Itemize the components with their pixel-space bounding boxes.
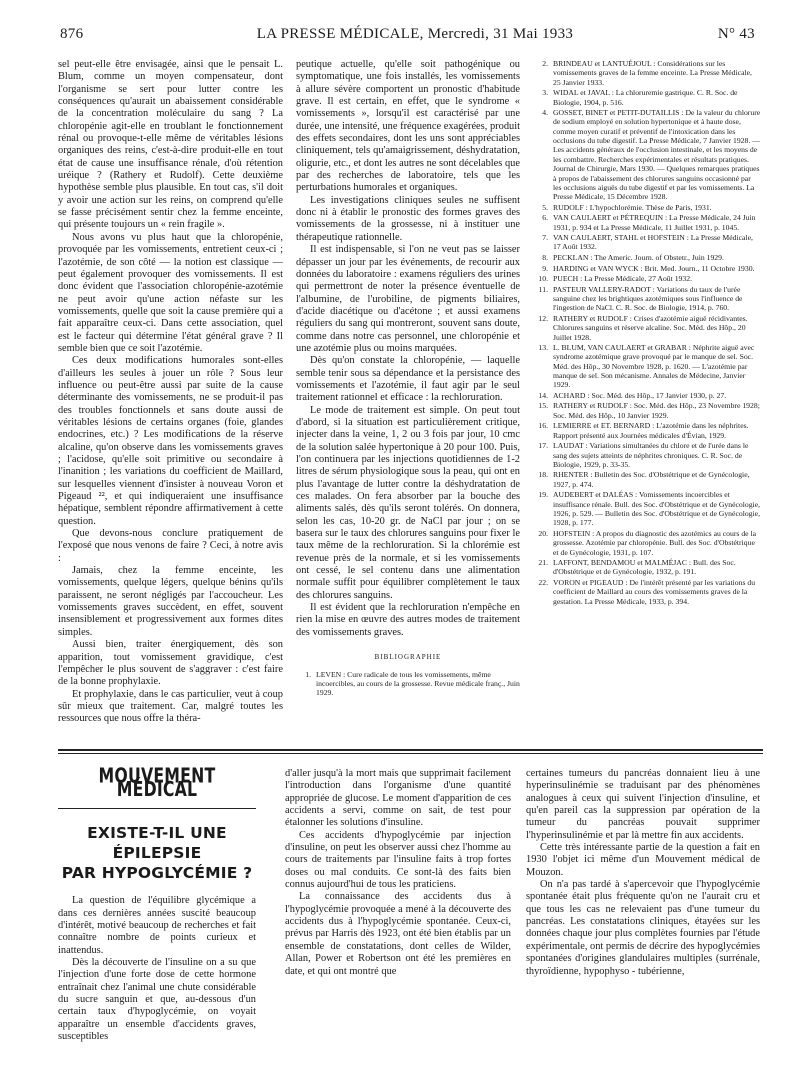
bibliography-entry	[533, 233, 761, 252]
bibliography-entry	[533, 401, 761, 420]
column-left	[58, 59, 283, 726]
ref-text: LAFFONT, BENDAMOU et MALMÉJAC : Bull. des Soc. d'Obstétrique et de Gynécologie, 1932, p. 191.	[553, 558, 736, 577]
article-title-line: EXISTE-T-IL UNE ÉPILEPSIE	[87, 824, 227, 863]
ref-text: HARDING et VAN WYCK : Brit. Med. Journ., 11 Octobre 1930.	[553, 263, 755, 273]
paragraph: Les investigations cliniques seules ne suffisent donc ni à établir le pronostic des formes graves des vomissements de la grossesse, ni à instituer une thérapeutique rationnelle.	[296, 194, 520, 243]
ref-text: RATHERY et RUDOLF : Soc. Méd. des Hôp., 23 Novembre 1928; Soc. Méd. des Hôp., 10 Janvier 1929.	[553, 401, 760, 420]
ref-text: ACHARD : Soc. Méd. des Hôp., 17 Janvier 1930, p. 27.	[553, 390, 727, 400]
paragraph: Cette très intéressante partie de la question a fait en 1930 l'objet ici même d'un Mouvement médical de Mouzon.	[526, 842, 760, 878]
paragraph: peutique actuelle, qu'elle soit pathogénique ou symptomatique, une fois installés, les vomissements à allure sévère comportent un pronostic d'habitude grave. Il est certain, en effet, que le syndrome « vomissements », lorsqu'il est caractérisé par une durée, une intensité, une fréquence exagérées, produit des effets secondaires, dont les uns sont appréciables cliniquement, tels qu'amaigrissement, déshydratation, oligurie, etc., et dont les autres ne sont décelables que par des recherches de laboratoire, tels que les perturbations humorales et organiques.	[296, 59, 520, 194]
ref-number: 10.	[538, 274, 548, 284]
bibliography-entry	[533, 470, 761, 489]
ref-text: RHENTER : Bulletin des Soc. d'Obstétrique et de Gynécologie, 1927, p. 474.	[553, 470, 750, 489]
ref-number: 11.	[538, 284, 548, 294]
paragraph: Dès qu'on constate la chloropénie, — laquelle semble tenir sous sa dépendance et la persistance des vomissements et l'azotémie, il faut agir par le seul traitement rationnel et efficace : la rechloruration.	[296, 355, 520, 404]
ref-text: L. BLUM, VAN CAULAERT et GRABAR : Néphrite aiguë avec syndrome azotémique grave provoqué par le manque de sel. Soc. Méd. des Hôp., 30 Novembre 1928, p. 1620. — L'azotémie par manque de sel. Son mécanisme. Annales de Médecine, Janvier 1929.	[553, 343, 755, 390]
paragraph: certaines tumeurs du pancréas donnaient lieu à une hyperinsulinémie se traduisant par des phénomènes analogues à ceux qui suivent l'injection d'insuline, et qu'en pareil cas la suppression par opération de la tumeur du pancréas pouvait supprimer l'hyperinsulinémie et par là mettre fin aux accidents.	[526, 768, 760, 841]
ref-number: 2.	[542, 59, 548, 68]
ref-text: PUECH : La Presse Médicale, 27 Août 1932.	[553, 274, 692, 284]
bibliography-entry	[533, 391, 761, 400]
ref-number: 3.	[542, 88, 548, 98]
paragraph: Jamais, chez la femme enceinte, les vomissements, quelque légers, quelque bénins qu'ils paraissent, ne seront négligés par l'accoucheur. Les vomissements graves succèdent, en effet, souvent insensiblement et progressivement aux formes dites simples.	[58, 565, 283, 638]
bibliography-entry	[533, 213, 761, 232]
ref-number: 19.	[538, 490, 548, 500]
bibliography-entry	[533, 59, 761, 87]
paragraph: d'aller jusqu'à la mort mais que supprimait facilement l'introduction dans l'organisme d'une quantité appropriée de glucose. Le moment d'apparition de ces accidents a servi, comme on sait, de test pour étalonner les solutions d'insuline.	[285, 768, 511, 829]
ref-text: BRINDEAU et LANTUÉJOUL : Considérations sur les vomissements graves de la femme enceinte. La Presse Médicale, 25 Janvier 1933.	[553, 59, 752, 87]
ref-text: WIDAL et JAVAL : La chloruremie gastrique. C. R. Soc. de Biologie, 1904, p. 516.	[553, 88, 738, 107]
paragraph: Que devons-nous conclure pratiquement de l'exposé que nous venons de faire ? Ceci, à notre avis :	[58, 528, 283, 564]
ref-number: 13.	[538, 343, 548, 353]
paragraph: Ces deux modifications humorales sont-elles d'ailleurs les seules à jouer un rôle ? Sous leur influence ou peut-être aussi par suite de la cause déterminante des vomissements, ne se produit-il pas des troubles fonctionnels et sans doute aussi de véritables lésions de certains organes (foie, glandes endocrines, etc.) ? Les modifications de la réserve alcaline, qu'on observe dans les vomissements graves ; l'acidose, qu'elle soit primitive ou secondaire à l'inanition ; les variations du coefficient de Maillard, sur lesquelles viennent d'insister à nouveau Voron et Pigeaud ²², et qui indiqueraient une insuffisance hépatique, semblent répondre affirmativement à cette question.	[58, 355, 283, 527]
paragraph: Et prophylaxie, dans le cas particulier, veut à coup sûr mieux que traitement. Car, malgré toutes les ressources que nous offre la théra-	[58, 688, 283, 725]
section-title: MOUVEMENT MÉDICAL	[98, 765, 216, 803]
issue-number: N° 43	[717, 26, 755, 42]
ref-text: PECKLAN : The Americ. Journ. of Obstetr., Juin 1929.	[553, 253, 724, 262]
ref-number: 16.	[538, 421, 548, 431]
bibliography-entry	[533, 343, 761, 390]
article-title	[58, 823, 256, 883]
paragraph: Le mode de traitement est simple. On peut tout d'abord, si la situation est particulièrement critique, injecter dans la veine, 1, 2 ou 3 fois par jour, 10 cmc de la solution salée hypertonique à 20 pour 100. Puis, l'on continuera par les injections quotidiennes de 1-2 litres de sérum physiologique sous la peau, qui ont en plus l'avantage de lutter contre la déshydratation de ces malades. On fera absorber par la bouche des aliments salés, dès qu'ils seront tolérés. On donnera, selon les cas, 10-20 gr. de NaCl par jour ; on se basera sur le taux des chlorures sanguins pour fixer le taux même de la rechloruration. Si la chlorémie est revenue près de la normale, et si les vomissements ont cessé, le sel contenu dans une alimentation normale suffit pour équilibrer complètement le taux des chlorures sanguins.	[296, 404, 520, 601]
paragraph: Il est indispensable, si l'on ne veut pas se laisser dépasser un jour par les événements, de recourir aux données du laboratoire : examens réguliers des urines qui permettront de noter la présence éventuelle de l'albumine, de l'urobiline, de pigments biliaires, d'acide diacétique ou d'acétone ; et aussi examens réguliers du sang qui montreront, souvent sans doute, comme dans notre cas personnel, une chloropénie et une azotémie plus ou moins marquées.	[296, 244, 520, 354]
ref-text: HOFSTEIN : A propos du diagnostic des azotémics au cours de la grossesse. Azotémie par chloropénie. Bull. des Soc. d'Obstétrique et de Gynécologie, 1931, p. 107.	[553, 528, 757, 557]
bibliography-entry	[533, 421, 761, 440]
ref-number: 18.	[538, 470, 548, 480]
section-divider-thin	[58, 753, 763, 754]
ref-text: VAN CAULAERT et PÉTREQUIN : La Presse Médicale, 24 Juin 1931, p. 934 et La Presse Médicale, 11 Juillet 1931, p. 1045.	[553, 213, 756, 232]
bibliography-entry	[533, 578, 761, 606]
ref-text: RUDOLF : L'hypochlorémie. Thèse de Paris, 1931.	[553, 202, 712, 212]
paragraph: La connaissance des accidents dus à l'hypoglycémie provoquée a mené à la découverte des accidents dus à l'hypoglycémie spontanée. Ceux-ci, prévus par Harris dès 1923, ont été bien établis par un ensemble de constatations, dont celles de Wilder, Allan, Power et Robertson ont été les premières en date, et qui ont montré que	[285, 891, 511, 977]
ref-number: 17.	[538, 441, 548, 451]
ref-number: 9.	[542, 263, 548, 273]
ref-text: LEMIERRE et ET. BERNARD : L'azotémie dans les néphrites. Rapport présenté aux Journées médicales d'Évian, 1929.	[553, 421, 749, 440]
paragraph: On n'a pas tardé à s'apercevoir que l'hypoglycémie spontanée était plus fréquente qu'on ne l'aurait cru et que tous les cas ne relevaient pas d'une tumeur du pancréas. Les constatations cliniques, étayées sur les données chaque jour plus complètes fournies par l'étude expérimentale, ont permis de décrire des hypoglycémies spontanées d'origines glandulaires multiples (surrénale, thyroïdienne, hypophyso - tubérienne,	[526, 879, 760, 977]
ref-text: VORON et PIGEAUD : De l'intérêt présenté par les variations du coefficient de Maillard au cours des vomissements graves de la gestation. La Presse Médicale, 1933, p. 394.	[553, 577, 756, 606]
paragraph: Aussi bien, traiter énergiquement, dès son apparition, tout vomissement gravidique, c'est l'empêcher le plus souvent de s'aggraver : c'est faire de la bonne prophylaxie.	[58, 639, 283, 688]
journal-title: LA PRESSE MÉDICALE, Mercredi, 31 Mai 1933	[256, 26, 574, 42]
ref-number: 7.	[542, 233, 548, 243]
mouvement-column-right	[526, 768, 760, 978]
mouvement-column-left	[58, 765, 256, 1043]
ref-number: 4.	[542, 108, 548, 118]
bibliography-entry	[533, 490, 761, 527]
bibliography-entry	[533, 441, 761, 469]
ref-text: LAUDAT : Variations simultanées du chlore et de l'urée dans le sang des sujets atteints de néphrites chroniques. C. R. Soc. de Biologie, 1929, p. 33-35.	[553, 441, 749, 469]
bibliography-entry	[533, 264, 761, 273]
ref-number: 15.	[538, 401, 548, 411]
ref-number: 22.	[538, 577, 548, 587]
ref-text: GOSSET, BINET et PETIT-DUTAILLIS : De la valeur du chlorure de sodium employé en solution hypertonique et à haute dose, comme moyen curatif et préventif de l'intoxication dans les occlusions du tube digestif. La Presse Médicale, 7 Janvier 1928. — Les accidents généraux de l'occlusion intestinale, et les moyens de les combattre. Recherches expérimentales et résultats pratiques. Journal de Chirurgie, Mars 1930. — Quelques remarques pratiques à propos de l'abaissement des chlorures sanguins occasionné par les occlusions aiguës du tube digestif et par les vomissements. La Presse Médicale, 15 Décembre 1928.	[553, 108, 761, 202]
ref-text: RATHERY et RUDOLF : Crises d'azotémie aiguë récidivantes. Chlorures sanguins et réserve alcaline. Soc. Méd. des Hôp., 20 Juillet 1928.	[553, 313, 748, 342]
ref-number: 1.	[305, 669, 311, 679]
section-divider	[58, 749, 763, 751]
bibliography-entry	[533, 88, 761, 107]
paragraph: sel peut-elle être envisagée, ainsi que le pensait L. Blum, comme un moyen compensateur, dont l'organisme se sert pour lutter contre les conséquences qu'aurait un abaissement considérable de la concentration moléculaire du sang ? La chloropénie agit-elle en troublant le fonctionnement rénal ou provoque-t-elle même de véritables lésions organiques des reins, c'est-à-dire produit-elle en tout état de cause une insuffisance rénale, d'où rétention uréique ? (Rathery et Rudolf). Cette deuxième hypothèse semble plus plausible. En tout cas, s'il doit y avoir une action sur les reins, on comprend qu'elle se fasse précisément sentir chez la femme enceinte, qui présente toujours un « rein fragile ».	[58, 59, 283, 231]
ref-number: 14.	[538, 390, 548, 400]
ref-number: 5.	[542, 202, 548, 212]
paragraph: Dès la découverte de l'insuline on a su que l'injection d'une forte dose de cette hormone entraînait chez l'animal une chute considérable du sucre sanguin et que, au-dessous d'un certain taux d'hypoglycémie, on voyait apparaître un ensemble d'accidents graves, susceptibles	[58, 957, 256, 1043]
ref-number: 20.	[538, 528, 548, 538]
page-number: 876	[60, 26, 84, 42]
ref-number: 6.	[542, 213, 548, 223]
paragraph: Ces accidents d'hypoglycémie par injection d'insuline, on peut les observer aussi chez l'homme au cours de traitements par l'insuline faits à trop fortes doses ou mal conduits. Ce sont-là des faits bien connus aujourd'hui de tous les praticiens.	[285, 829, 511, 891]
bibliography-entry	[296, 670, 520, 698]
bibliography-entry	[533, 314, 761, 342]
bibliography-entry	[533, 274, 761, 283]
bibliography-entry	[533, 558, 761, 577]
bibliography-entry	[533, 203, 761, 212]
column-middle	[296, 59, 520, 699]
bibliography-entry	[533, 285, 761, 313]
bibliography-entry	[533, 108, 761, 201]
page-header	[50, 26, 755, 46]
bibliography-entry	[533, 253, 761, 262]
bibliography-title: BIBLIOGRAPHIE	[374, 653, 442, 662]
ref-number: 8.	[542, 253, 548, 262]
paragraph: Nous avons vu plus haut que la chloropénie, provoquée par les vomissements, entretient ceux-ci ; l'azotémie, de son côté — la notion est classique — peut également provoquer des vomissements. Il est donc évident que l'association chloropénie-azotémie ne peut avoir qu'une action néfaste sur les vomissements, quelle que soit la cause première qui a fait apparaître ceux-ci. Dans cette association, quel est le facteur qui détermine l'état général grave ? Il semble bien que ce soit l'azotémie.	[58, 231, 283, 354]
ref-number: 21.	[538, 558, 548, 568]
paragraph: La question de l'équilibre glycémique a dans ces dernières années suscité beaucoup d'intérêt, motivé beaucoup de recherches et fait connaître nombre de points curieux et inattendus.	[58, 895, 256, 956]
ref-text: AUDEBERT et DALÉAS : Vomissements incoercibles et insuffisance rénale. Bull. des Soc. d'Obstétrique et de Gynécologie, 1926, p. 529. — Bulletin des Soc. d'Obstétrique et de Gynécologie, 1928, p. 177.	[553, 490, 761, 528]
ref-number: 12.	[538, 313, 548, 323]
column-right-bibliography	[533, 59, 761, 607]
paragraph: Il est évident que la rechloruration n'empêche en rien la mise en œuvre des autres modes de traitement des vomissements graves.	[296, 602, 520, 638]
mouvement-column-middle	[285, 768, 511, 978]
article-title-line: PAR HYPOGLYCÉMIE ?	[61, 864, 253, 883]
bibliography-entry	[533, 529, 761, 557]
ref-text: LEVEN : Cure radicale de tous les vomissements, même incoercibles, au cours de la grossesse. Revue médicale franç., Juin 1929.	[316, 669, 520, 698]
ref-text: VAN CAULAERT, STAHL et HOFSTEIN : La Presse Médicale, 17 Août 1932.	[553, 233, 753, 252]
ref-text: PASTEUR VALLERY-RADOT : Variations du taux de l'urée sanguine chez les brightiques azotémiques sous l'influence de l'ingestion de NaCl. C. R. Soc. de Biologie, 1914, p. 760.	[553, 284, 743, 313]
